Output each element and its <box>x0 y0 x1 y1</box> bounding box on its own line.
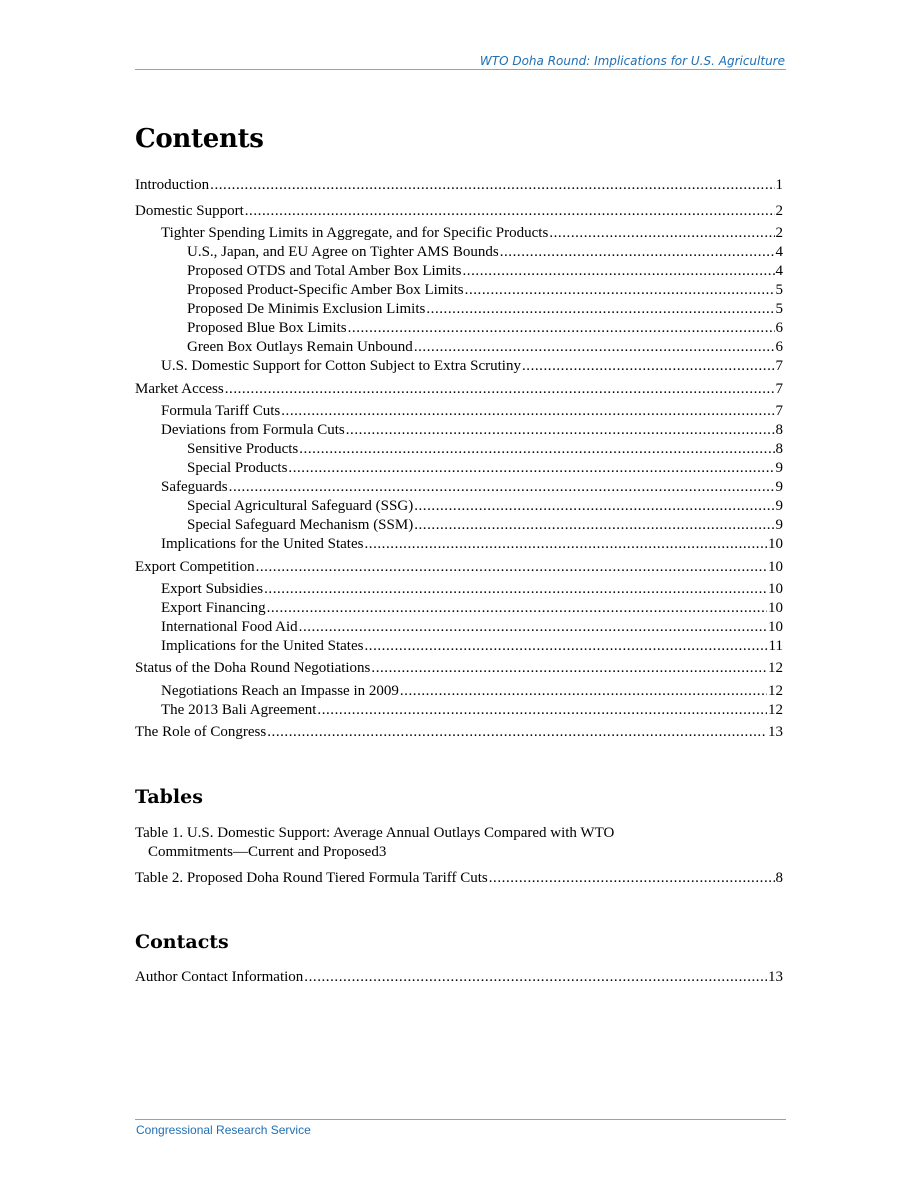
toc-entry-safeguards[interactable]: Safeguards . . . 9 <box>135 478 783 497</box>
footer-publisher: Congressional Research Service <box>136 1123 311 1137</box>
toc-entry-sensitive-products[interactable]: Sensitive Products . . . 8 <box>135 440 783 459</box>
tables-heading: Tables <box>135 786 203 808</box>
toc-entry-introduction[interactable]: Introduction . . . 1 <box>135 176 783 195</box>
toc-entry-export-subsidies[interactable]: Export Subsidies . . . 10 <box>135 580 783 599</box>
toc-entry-formula-tariff-cuts[interactable]: Formula Tariff Cuts . . . 7 <box>135 402 783 421</box>
footer-rule <box>135 1119 786 1120</box>
toc-entry-ssm[interactable]: Special Safeguard Mechanism (SSM) . . . 9 <box>135 516 783 535</box>
toc-entry-doha-status[interactable]: Status of the Doha Round Negotiations . . . 12 <box>135 659 783 678</box>
toc-entry-impasse-2009[interactable]: Negotiations Reach an Impasse in 2009 . . . 12 <box>135 682 783 701</box>
toc-entry-product-specific-limits[interactable]: Proposed Product-Specific Amber Box Limits . . . 5 <box>135 281 783 300</box>
toc-entry-cotton-support[interactable]: U.S. Domestic Support for Cotton Subject to Extra Scrutiny . . . 7 <box>135 357 783 376</box>
toc-entry-food-aid[interactable]: International Food Aid . . . 10 <box>135 618 783 637</box>
toc-entry-table-1[interactable]: Table 1. U.S. Domestic Support: Average Annual Outlays Compared with WTO Commitments—Current and Proposed 3 <box>135 825 615 860</box>
toc-entry-blue-box-limits[interactable]: Proposed Blue Box Limits . . . 6 <box>135 319 783 338</box>
toc-entry-ssg[interactable]: Special Agricultural Safeguard (SSG) . . . 9 <box>135 497 783 516</box>
toc-entry-bali-agreement[interactable]: The 2013 Bali Agreement . . . 12 <box>135 701 783 720</box>
contacts-heading: Contacts <box>135 931 229 953</box>
toc-entry-implications-export[interactable]: Implications for the United States . . . 11 <box>135 637 783 656</box>
toc-entry-table-2[interactable]: Table 2. Proposed Doha Round Tiered Formula Tariff Cuts . . . 8 <box>135 869 783 888</box>
running-header: WTO Doha Round: Implications for U.S. Agriculture <box>479 54 785 68</box>
toc-entry-role-of-congress[interactable]: The Role of Congress . . . 13 <box>135 723 783 742</box>
toc-entry-implications-market-access[interactable]: Implications for the United States . . . 10 <box>135 535 783 554</box>
toc-entry-de-minimis-limits[interactable]: Proposed De Minimis Exclusion Limits . . . 5 <box>135 300 783 319</box>
toc-entry-export-financing[interactable]: Export Financing . . . 10 <box>135 599 783 618</box>
toc-entry-export-competition[interactable]: Export Competition . . . 10 <box>135 558 783 577</box>
toc-entry-green-box-outlays[interactable]: Green Box Outlays Remain Unbound . . . 6 <box>135 338 783 357</box>
toc-entry-tighter-spending-limits[interactable]: Tighter Spending Limits in Aggregate, and for Specific Products . . . 2 <box>135 224 783 243</box>
header-rule <box>135 69 786 70</box>
toc-entry-deviations[interactable]: Deviations from Formula Cuts . . . 8 <box>135 421 783 440</box>
toc-entry-special-products[interactable]: Special Products . . . 9 <box>135 459 783 478</box>
toc-entry-author-contact[interactable]: Author Contact Information . . . 13 <box>135 968 783 987</box>
toc-entry-domestic-support[interactable]: Domestic Support . . . 2 <box>135 202 783 221</box>
toc-entry-ams-bounds[interactable]: U.S., Japan, and EU Agree on Tighter AMS Bounds . . . 4 <box>135 243 783 262</box>
contents-heading: Contents <box>135 124 264 154</box>
toc-entry-otds-limits[interactable]: Proposed OTDS and Total Amber Box Limits . . . 4 <box>135 262 783 281</box>
toc-entry-market-access[interactable]: Market Access . . . 7 <box>135 380 783 399</box>
